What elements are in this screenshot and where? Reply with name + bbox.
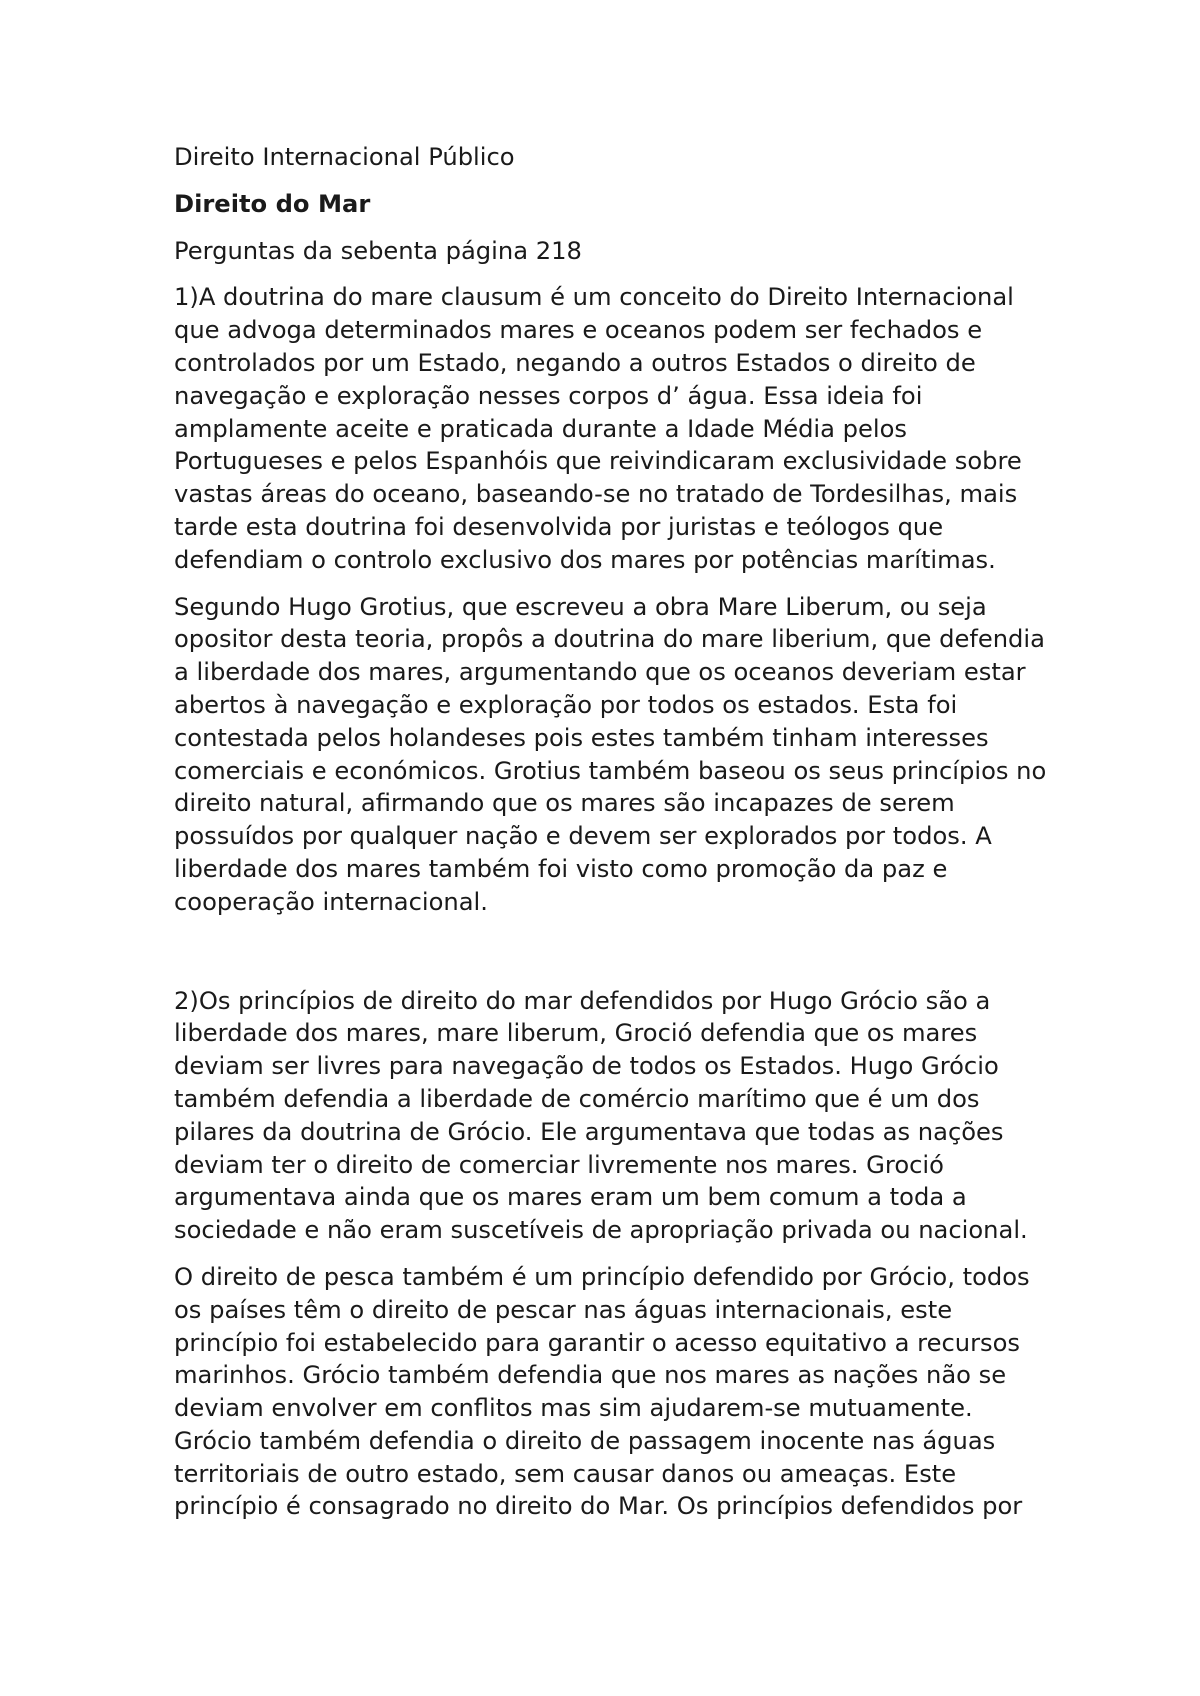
paragraph-fishing-rights: O direito de pesca também é um princípio defendido por Grócio, todos os países têm o direito de pescar nas águas internacionais, este princípio foi estabelecido para garantir o acesso equitativo a recursos marinhos. Grócio também defendia que nos mares as nações não se deviam envolver em conflitos mas sim ajudarem-se mutuamente. Grócio também defendia o direito de passagem inocente nas águas territoriais de outro estado, sem causar danos ou ameaças. Este princípio é consagrado no direito do Mar. Os princípios defendidos por	[174, 1262, 1030, 1521]
paragraph-grotius: Segundo Hugo Grotius, que escreveu a obra Mare Liberum, ou seja opositor desta teoria, propôs a doutrina do mare liberium, que defendia a liberdade dos mares, argumentando que os oceanos deveriam estar abertos à navegação e exploração por todos os estados. Esta foi contestada pelos holandeses pois estes também tinham interesses comerciais e económicos. Grotius também baseou os seus princípios no direito natural, afirmando que os mares são incapazes de serem possuídos por qualquer nação e devem ser explorados por todos. A liberdade dos mares também foi visto como promoção da paz e cooperação internacional.	[174, 592, 1047, 916]
paragraph-answer-2: 2)Os princípios de direito do mar defendidos por Hugo Grócio são a liberdade dos mares, mare liberum, Grociό defendia que os mares deviam ser livres para navegação de todos os Estados. Hugo Grócio também defendia a liberdade de comércio marítimo que é um dos pilares da doutrina de Grócio. Ele argumentava que todas as nações deviam ter o direito de comerciar livremente nos mares. Grociό argumentava ainda que os mares eram um bem comum a toda a sociedade e não eram suscetíveis de apropriação privada ou nacional.	[174, 986, 1028, 1245]
document-body	[174, 141, 1050, 1537]
section-title: Direito do Mar	[174, 189, 371, 218]
questions-header: Perguntas da sebenta página 218	[174, 236, 582, 265]
paragraph-answer-1: 1)A doutrina do mare clausum é um conceito do Direito Internacional que advoga determinados mares e oceanos podem ser fechados e controlados por um Estado, negando a outros Estados o direito de navegação e exploração nesses corpos d’ água. Essa ideia foi amplamente aceite e praticada durante a Idade Média pelos Portugueses e pelos Espanhóis que reivindicaram exclusividade sobre vastas áreas do oceano, baseando-se no tratado de Tordesilhas, mais tarde esta doutrina foi desenvolvida por juristas e teólogos que defendiam o controlo exclusivo dos mares por potências marítimas.	[174, 283, 1022, 574]
course-title: Direito Internacional Público	[174, 143, 515, 171]
blank-line	[174, 933, 1050, 985]
